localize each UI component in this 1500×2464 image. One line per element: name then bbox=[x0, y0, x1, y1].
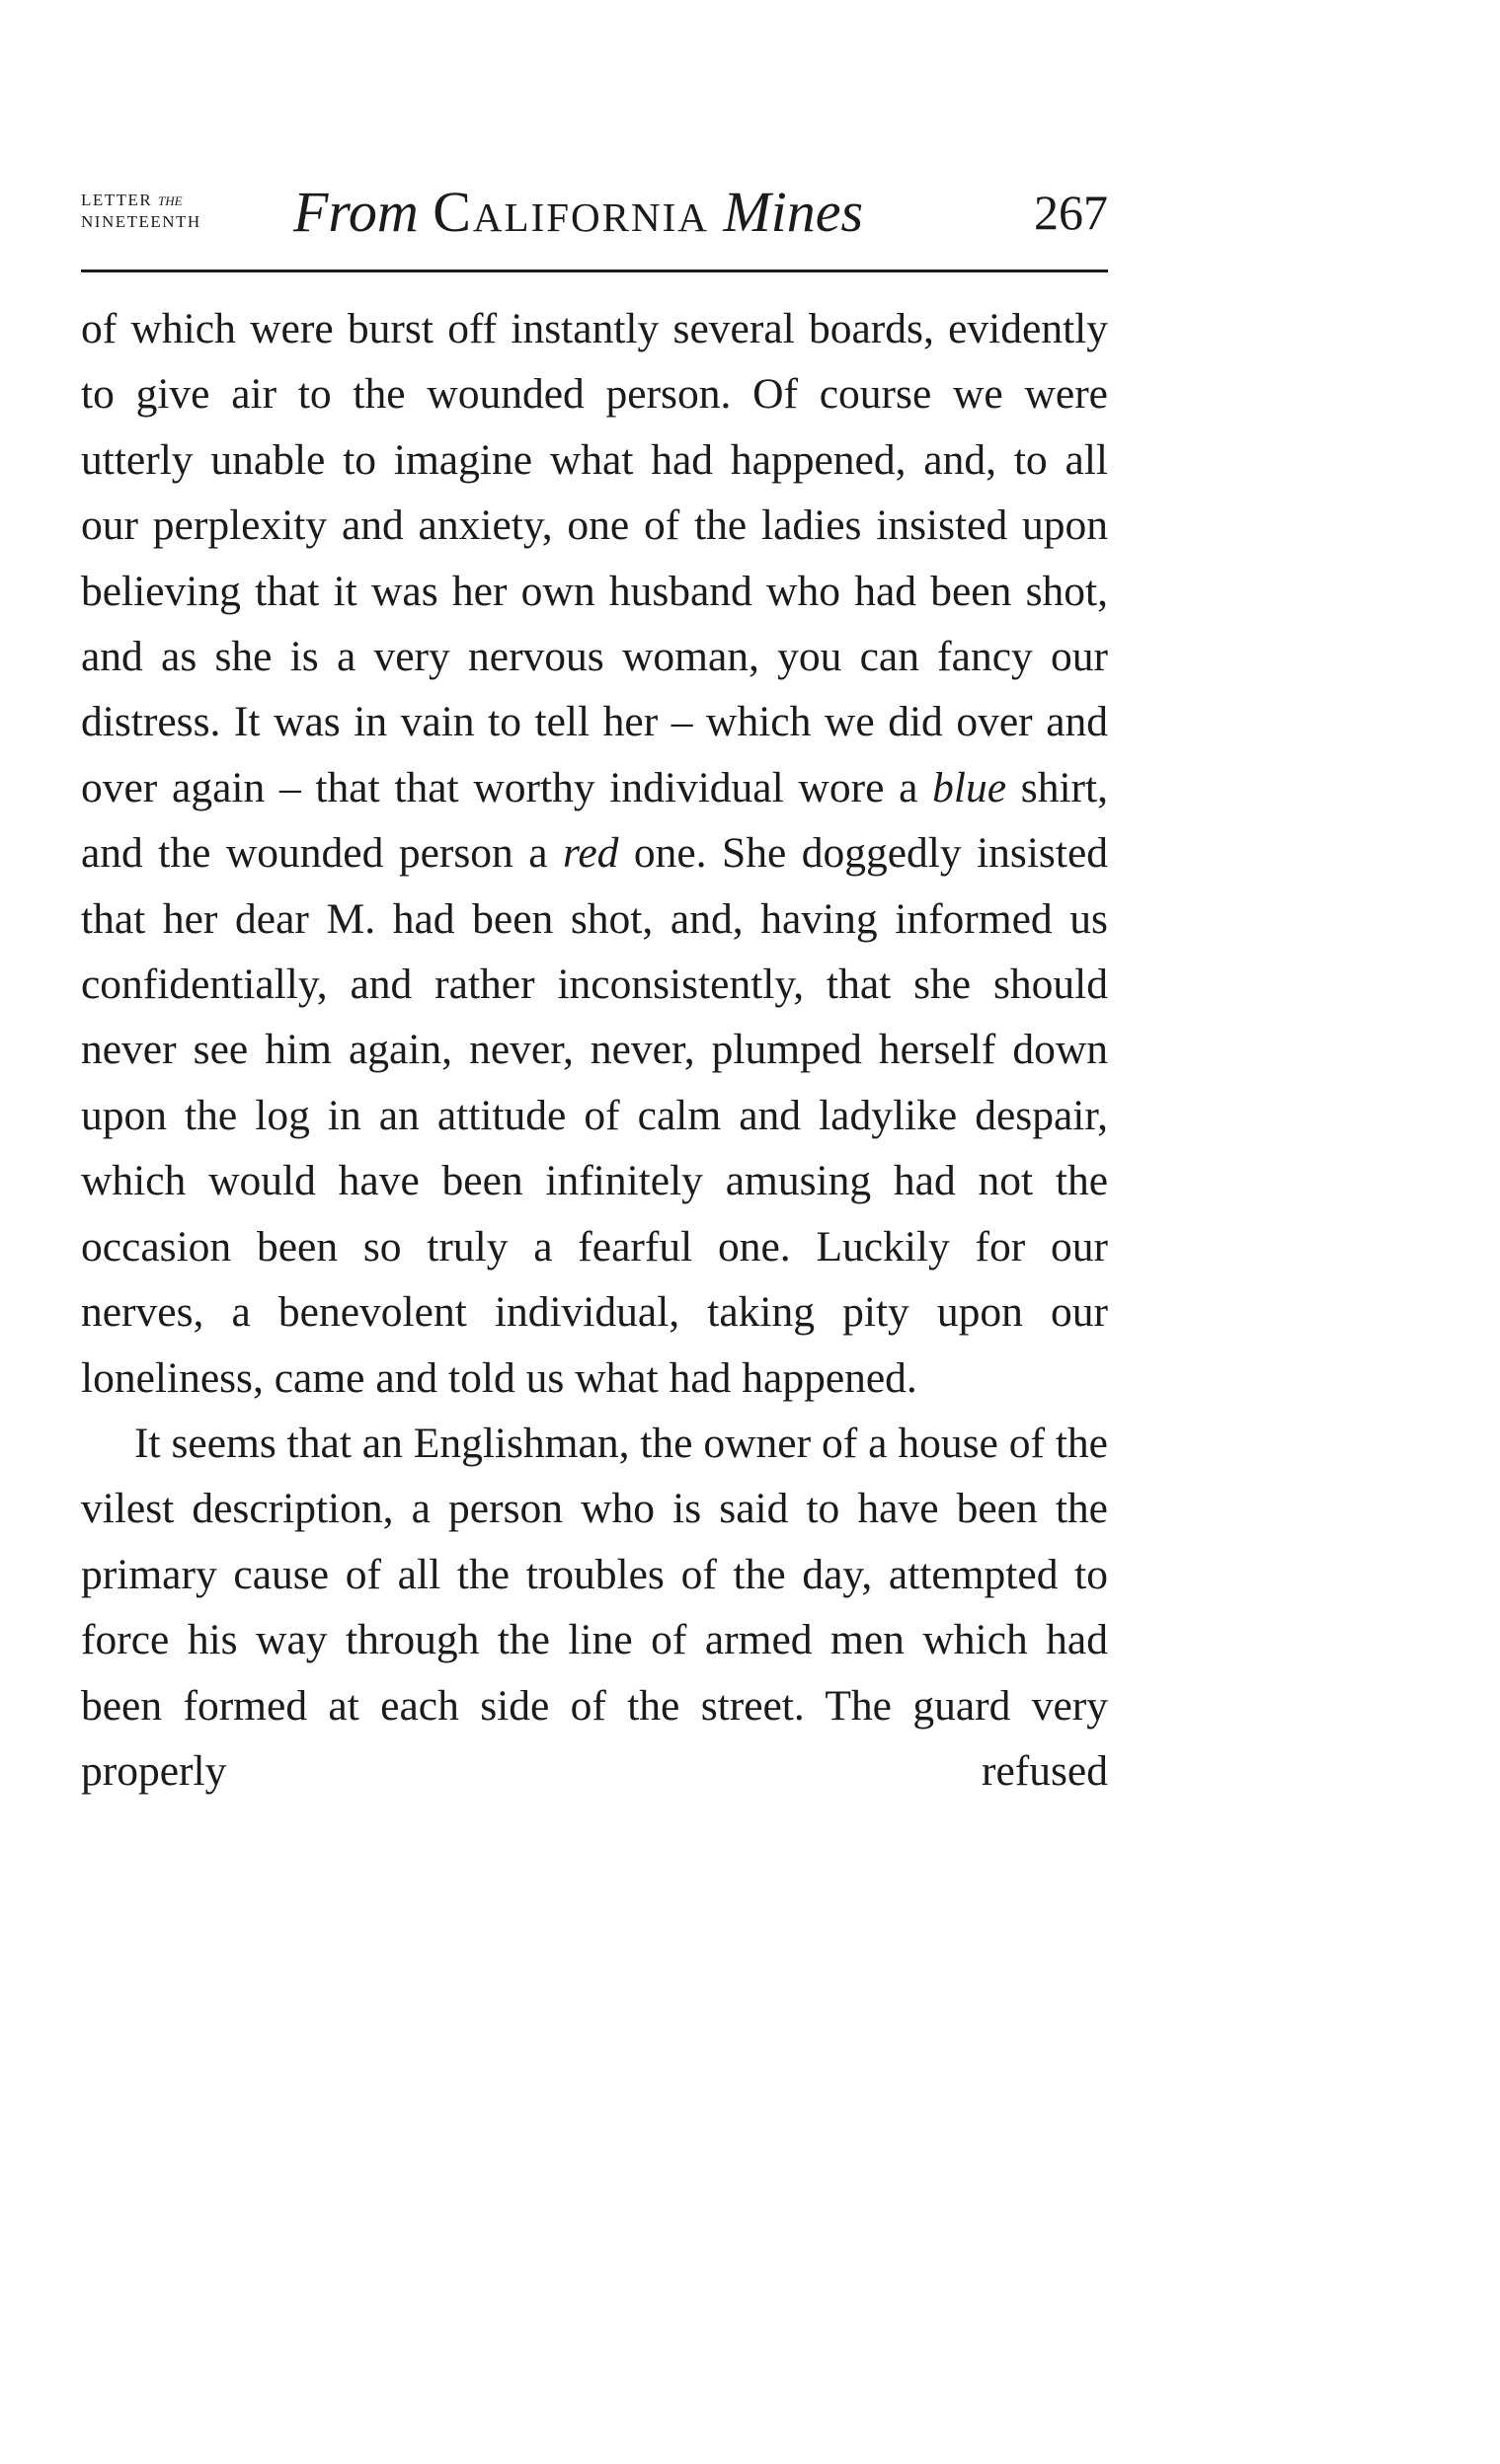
paragraph-2: It seems that an Englishman, the owner of a house of the vilest description, a person who is said to have been the primary cause of all the troubles of the day, attempted to force his way through the line of armed men which had been formed at each side of the street. The guard very properly refused bbox=[81, 1419, 1108, 1795]
page-number: 267 bbox=[1034, 185, 1108, 240]
title-from: From bbox=[293, 180, 419, 244]
letter-label-word2: NINETEENTH bbox=[81, 212, 201, 231]
letter-label-word1: LETTER bbox=[81, 191, 153, 209]
paragraph-1 bbox=[81, 296, 1108, 1411]
title-mines: Mines bbox=[723, 180, 864, 244]
p1-part-a: of which were burst off instantly several boards, evidently to give air to the wounded person. Of course we were utterly unable to imagine what had happened, and, to all our perplexity and anxiety, one of the ladies insisted upon believing that it was her own husband who had been shot, and as she is a very nervous woman, you can fancy our distress. It was in vain to tell her – which we did over and over again – that that worthy individual wore a bbox=[81, 305, 1108, 811]
body-text bbox=[81, 296, 1108, 1804]
title-california: California bbox=[433, 180, 709, 244]
p1-part-b: shirt, and the wounded person a bbox=[81, 763, 1108, 878]
letter-label-the: the bbox=[158, 190, 183, 210]
running-head bbox=[81, 168, 1108, 267]
book-page bbox=[81, 0, 1108, 2464]
running-title bbox=[293, 178, 863, 247]
p1-italic-red: red bbox=[563, 829, 619, 878]
header-rule bbox=[81, 270, 1108, 272]
letter-label bbox=[81, 190, 239, 233]
p1-part-c: one. She doggedly insisted that her dear M. had been shot, and, having informed us confidentially, and rather inconsistently, that she should never see him again, never, never, plumped herself down upon the log in an attitude of calm and ladylike despair, which would have been infinitely amusing had not the occasion been so truly a fearful one. Luckily for our nerves, a benevolent individual, taking pity upon our loneliness, came and told us what had happened. bbox=[81, 829, 1109, 1402]
p1-italic-blue: blue bbox=[932, 763, 1007, 811]
